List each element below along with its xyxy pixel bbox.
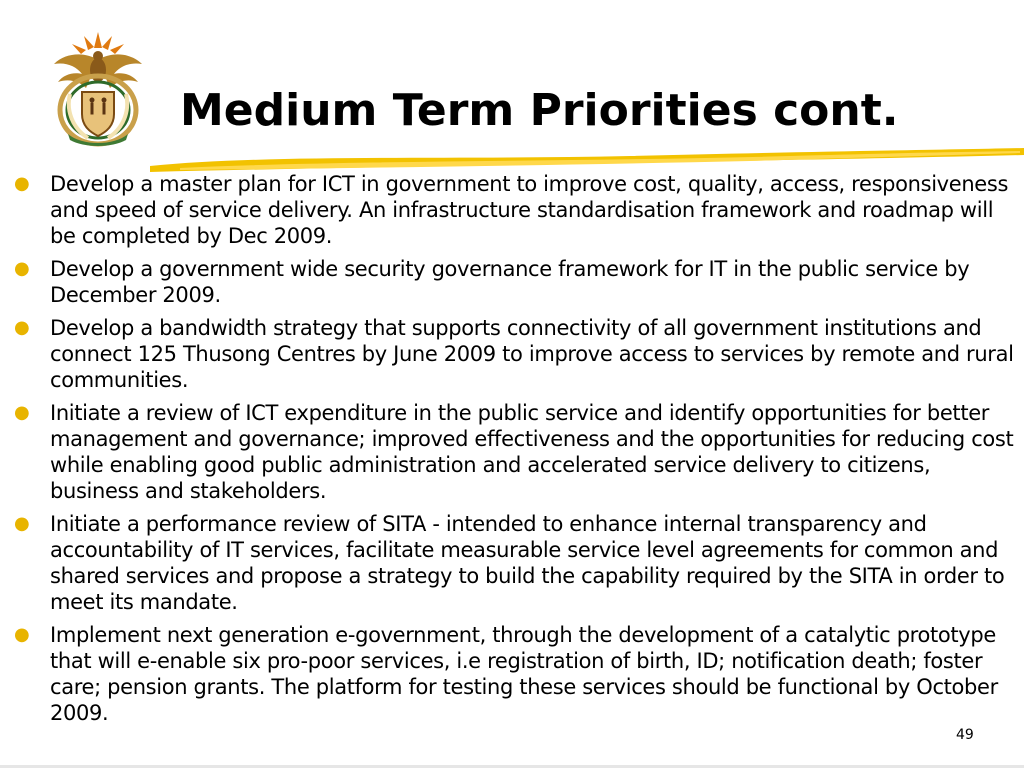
slide-title: Medium Term Priorities cont. (180, 85, 899, 136)
title-underline (150, 146, 1024, 174)
bullet-item (14, 171, 1014, 249)
bullet-item (14, 315, 1014, 393)
bullet-dot-icon: ● (14, 173, 30, 194)
bullet-item (14, 256, 1014, 308)
bullet-dot-icon: ● (14, 258, 30, 279)
coat-of-arms-icon (48, 30, 148, 148)
bullet-item (14, 400, 1014, 504)
bullet-dot-icon: ● (14, 513, 30, 534)
bullet-text: Initiate a performance review of SITA - intended to enhance internal transparency and accountability of IT services, facilitate measurable service level agreements for common and shared services and propose a strategy to build the capability required by the SITA in order to meet its mandate. (50, 512, 1005, 614)
bullet-dot-icon: ● (14, 317, 30, 338)
bullet-text: Develop a master plan for ICT in government to improve cost, quality, access, responsiveness and speed of service delivery. An infrastructure standardisation framework and roadmap will be completed by Dec 2009. (50, 172, 1009, 248)
bullet-list (14, 171, 1014, 733)
bullet-dot-icon: ● (14, 402, 30, 423)
bullet-text: Develop a government wide security governance framework for IT in the public service by December 2009. (50, 257, 970, 307)
bullet-item (14, 511, 1014, 615)
bullet-text: Initiate a review of ICT expenditure in the public service and identify opportunities for better management and governance; improved effectiveness and the opportunities for reducing cost while enabling good public administration and accelerated service delivery to citizens, business and stakeholders. (50, 401, 1014, 503)
bullet-text: Develop a bandwidth strategy that supports connectivity of all government institutions and connect 125 Thusong Centres by June 2009 to improve access to services by remote and rural communities. (50, 316, 1014, 392)
bullet-item (14, 622, 1014, 726)
bullet-dot-icon: ● (14, 624, 30, 645)
page-number: 49 (956, 727, 974, 743)
bullet-text: Implement next generation e-government, through the development of a catalytic prototype that will e-enable six pro-poor services, i.e registration of birth, ID; notification death; foster care; pension grants. The platform for testing these services should be functional by October 2009. (50, 623, 998, 725)
